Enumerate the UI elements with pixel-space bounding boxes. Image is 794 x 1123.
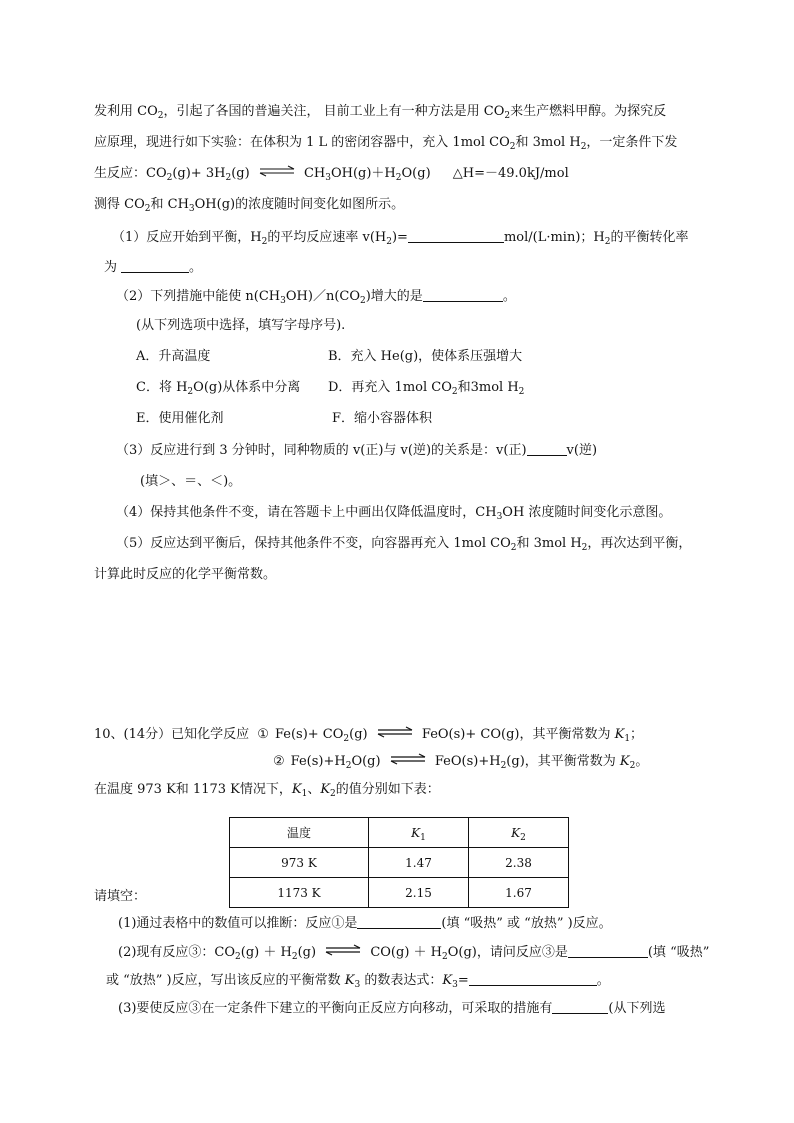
equilibrium-arrow-icon [389, 753, 427, 765]
question-3: （3）反应进行到 3 分钟时，同种物质的 v(正)与 v(逆)的关系是：v(正) v(逆) [116, 443, 598, 458]
problem-10-reaction-1: 10、(14分）已知化学反应 ① $Fe(s)+ CO_2(g)$ FeO(s)+ CO(g)，其平衡常数为 $K_1$； [94, 727, 644, 744]
question-4: （4）保持其他条件不变，请在答题卡上中画出仅降低温度时，$CH_3OH$ 浓度随时间变化示意图。 [116, 505, 672, 522]
problem-10-intro: 在温度 973 K和 1173 K情况下，$K_1$、$K_2$的值分别如下表： [94, 782, 440, 799]
table-header-row [230, 818, 569, 848]
problem-10-reaction-2: ② $Fe(s)+H_2O(g)$ $FeO(s)+H_2(g)$，其平衡常数为 $K_2$。 [273, 754, 649, 771]
sub-question-3: (3)要使反应③在一定条件下建立的平衡向正反应方向移动，可采取的措施有 (从下列选 [118, 1001, 666, 1016]
answer-blank[interactable] [408, 229, 504, 243]
table-cell: 973 K [230, 848, 369, 878]
text-line: 应原理，现进行如下实验：在体积为 1 L 的密闭容器中，充入 1mol $CO_2$和 3mol $H_2$，一定条件下发 [94, 135, 678, 152]
question-1-cont: 为 。 [104, 260, 203, 275]
table-header-cell: $K_1$ [369, 818, 469, 848]
option-e: E．使用催化剂 [136, 411, 224, 426]
table-cell: 2.15 [369, 878, 469, 908]
option-d: D．再充入 1mol $CO_2$和3mol $H_2$ [328, 380, 525, 397]
question-2: （2）下列措施中能使 $n(CH_3OH)/n(CO_2)$增大的是 。 [116, 289, 516, 306]
table-cell: 1173 K [230, 878, 369, 908]
text-line: 测得 $CO_2$和 $CH_3OH(g)$的浓度随时间变化如图所示。 [94, 197, 405, 214]
fill-in-heading: 请填空： [94, 889, 147, 904]
table-cell: 1.47 [369, 848, 469, 878]
answer-blank[interactable] [121, 259, 189, 273]
question-5: （5）反应达到平衡后，保持其他条件不变，向容器再充入 1mol $CO_2$和 3mol $H_2$，再次达到平衡， [116, 536, 692, 553]
answer-blank[interactable] [469, 972, 597, 986]
answer-blank[interactable] [568, 944, 648, 958]
answer-blank[interactable] [357, 915, 441, 929]
answer-blank[interactable] [552, 1000, 608, 1014]
table-cell: 2.38 [469, 848, 569, 878]
question-3-cont: (填＞、＝、＜)。 [140, 474, 242, 489]
equilibrium-constant-table [229, 817, 569, 908]
equilibrium-arrow-icon [258, 165, 296, 177]
table-header-cell: 温度 [230, 818, 369, 848]
answer-blank[interactable] [423, 288, 503, 302]
option-f: F．缩小容器体积 [332, 411, 433, 426]
table-header-cell: $K_2$ [469, 818, 569, 848]
question-5-cont: 计算此时反应的化学平衡常数。 [94, 567, 277, 582]
answer-blank[interactable] [527, 442, 567, 456]
sub-question-1: (1)通过表格中的数值可以推断：反应①是 (填 “吸热” 或 “放热” )反应。 [118, 916, 612, 931]
option-c: C．将 $H_2O(g)$从体系中分离 [136, 380, 301, 397]
table-cell: 1.67 [469, 878, 569, 908]
equilibrium-arrow-icon [324, 944, 362, 956]
text-line: 发利用 $CO_2$，引起了各国的普遍关注， 目前工业上有一种方法是用 $CO_2$来生产燃料甲醇。为探究反 [94, 104, 667, 121]
reaction-equation: 生反应：$CO_2(g)+ 3H_2(g)$ $CH_3OH(g)+H_2O(g)$ △H=－49.0kJ/mol [94, 166, 569, 183]
sub-question-2: (2)现有反应③：$CO_2(g) + H_2(g)$ $CO(g) + H_2O(g)$，请问反应③是 (填 “吸热” [118, 945, 710, 962]
table-row [230, 848, 569, 878]
question-1: （1）反应开始到平衡，$H_2$的平均反应速率 $v(H_2)= mol/(L\cdot\min)$；$H_2$的平衡转化率 [112, 230, 689, 247]
question-2-instruction: (从下列选项中选择，填写字母序号). [136, 318, 346, 333]
sub-question-2-cont: 或 “放热” )反应，写出该反应的平衡常数 $K_3$ 的数表达式：$K_3=$ 。 [106, 973, 610, 990]
table-row [230, 878, 569, 908]
equilibrium-arrow-icon [376, 726, 414, 738]
option-b: B．充入 He(g)，使体系压强增大 [328, 349, 523, 364]
option-a: A．升高温度 [136, 349, 211, 364]
